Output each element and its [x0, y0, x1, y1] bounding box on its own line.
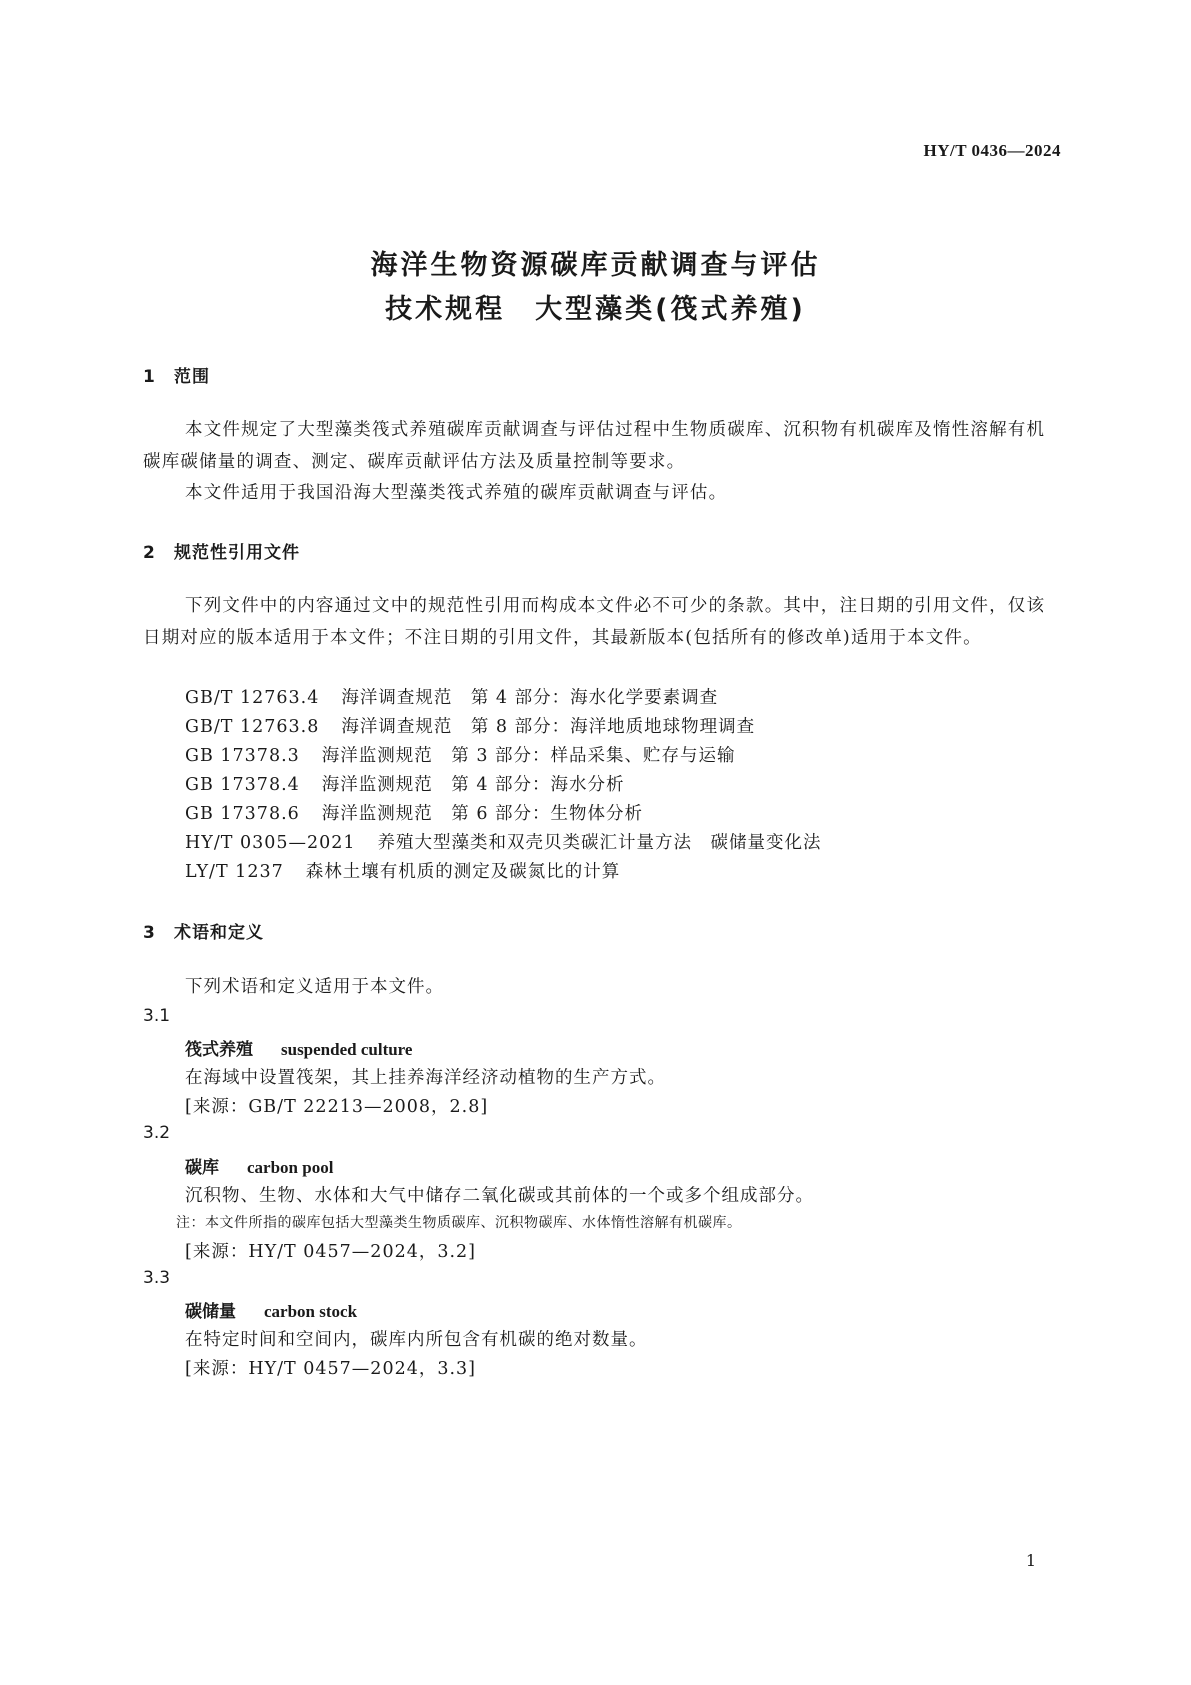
- reference-item: [185, 742, 736, 767]
- term-zh: 筏式养殖: [185, 1040, 253, 1060]
- reference-item: [185, 771, 625, 796]
- term-zh: 碳库: [185, 1158, 219, 1178]
- term-definition: 沉积物、生物、水体和大气中储存二氧化碳或其前体的一个或多个组成部分。: [185, 1186, 814, 1206]
- term-note: 注：本文件所指的碳库包括大型藻类生物质碳库、沉积物碳库、水体惰性溶解有机碳库。: [176, 1215, 742, 1231]
- reference-title: 海洋调查规范 第 8 部分：海洋地质地球物理调查: [341, 717, 756, 737]
- reference-item: [185, 858, 620, 883]
- clause-number: 3.2: [143, 1123, 171, 1143]
- reference-code: HY/T 0305—2021: [185, 833, 356, 853]
- section-1-heading: [143, 362, 210, 387]
- reference-title: 海洋监测规范 第 6 部分：生物体分析: [321, 804, 644, 824]
- clause-number: 3.3: [143, 1268, 171, 1288]
- term-source: [来源：HY/T 0457—2024，3.2]: [185, 1242, 477, 1262]
- reference-item: [185, 800, 643, 825]
- term-heading: [185, 1035, 412, 1060]
- document-title-line-2: 技术规程 大型藻类(筏式养殖): [385, 294, 806, 325]
- term-heading: [185, 1297, 357, 1322]
- reference-code: GB 17378.4: [185, 775, 300, 795]
- section-1-paragraph-1: 本文件规定了大型藻类筏式养殖碳库贡献调查与评估过程中生物质碳库、沉积物有机碳库及惰性溶解有机碳库碳储量的调查、测定、碳库贡献评估方法及质量控制等要求。: [143, 420, 1046, 472]
- section-1-paragraph-2: 本文件适用于我国沿海大型藻类筏式养殖的碳库贡献调查与评估。: [185, 483, 728, 503]
- term-definition: 在海域中设置筏架，其上挂养海洋经济动植物的生产方式。: [185, 1068, 666, 1088]
- section-number: 1: [143, 367, 156, 387]
- section-title: 规范性引用文件: [174, 543, 300, 563]
- section-number: 3: [143, 923, 156, 943]
- term-en: carbon stock: [264, 1302, 358, 1321]
- reference-title: 海洋监测规范 第 3 部分：样品采集、贮存与运输: [321, 746, 736, 766]
- reference-code: GB 17378.3: [185, 746, 300, 766]
- term-en: suspended culture: [281, 1040, 413, 1059]
- section-title: 术语和定义: [174, 923, 264, 943]
- reference-code: GB/T 12763.4: [185, 688, 320, 708]
- reference-item: [185, 684, 718, 709]
- reference-title: 海洋调查规范 第 4 部分：海水化学要素调查: [341, 688, 719, 708]
- reference-code: GB/T 12763.8: [185, 717, 320, 737]
- document-title-line-1: 海洋生物资源碳库贡献调查与评估: [370, 250, 821, 281]
- section-3-intro: 下列术语和定义适用于本文件。: [185, 977, 444, 997]
- term-source: [来源：GB/T 22213—2008，2.8]: [185, 1097, 489, 1117]
- term-en: carbon pool: [247, 1158, 334, 1177]
- section-title: 范围: [174, 367, 210, 387]
- section-2-paragraph-1: 下列文件中的内容通过文中的规范性引用而构成本文件必不可少的条款。其中，注日期的引用文件，仅该日期对应的版本适用于本文件；不注日期的引用文件，其最新版本(包括所有的修改单)适用于本文件。: [143, 596, 1046, 648]
- reference-code: GB 17378.6: [185, 804, 300, 824]
- reference-title: 海洋监测规范 第 4 部分：海水分析: [321, 775, 625, 795]
- term-zh: 碳储量: [185, 1302, 236, 1322]
- section-number: 2: [143, 543, 156, 563]
- reference-code: LY/T 1237: [185, 862, 284, 882]
- clause-number: 3.1: [143, 1006, 171, 1026]
- reference-item: [185, 829, 822, 854]
- term-heading: [185, 1153, 333, 1178]
- term-definition: 在特定时间和空间内，碳库内所包含有机碳的绝对数量。: [185, 1330, 648, 1350]
- reference-title: 养殖大型藻类和双壳贝类碳汇计量方法 碳储量变化法: [377, 833, 822, 853]
- section-3-heading: [143, 918, 264, 943]
- reference-title: 森林土壤有机质的测定及碳氮比的计算: [305, 862, 621, 882]
- page-number: 1: [1025, 1551, 1036, 1570]
- standard-code: HY/T 0436—2024: [923, 141, 1061, 160]
- term-source: [来源：HY/T 0457—2024，3.3]: [185, 1359, 477, 1379]
- reference-item: [185, 713, 755, 738]
- section-2-heading: [143, 538, 300, 563]
